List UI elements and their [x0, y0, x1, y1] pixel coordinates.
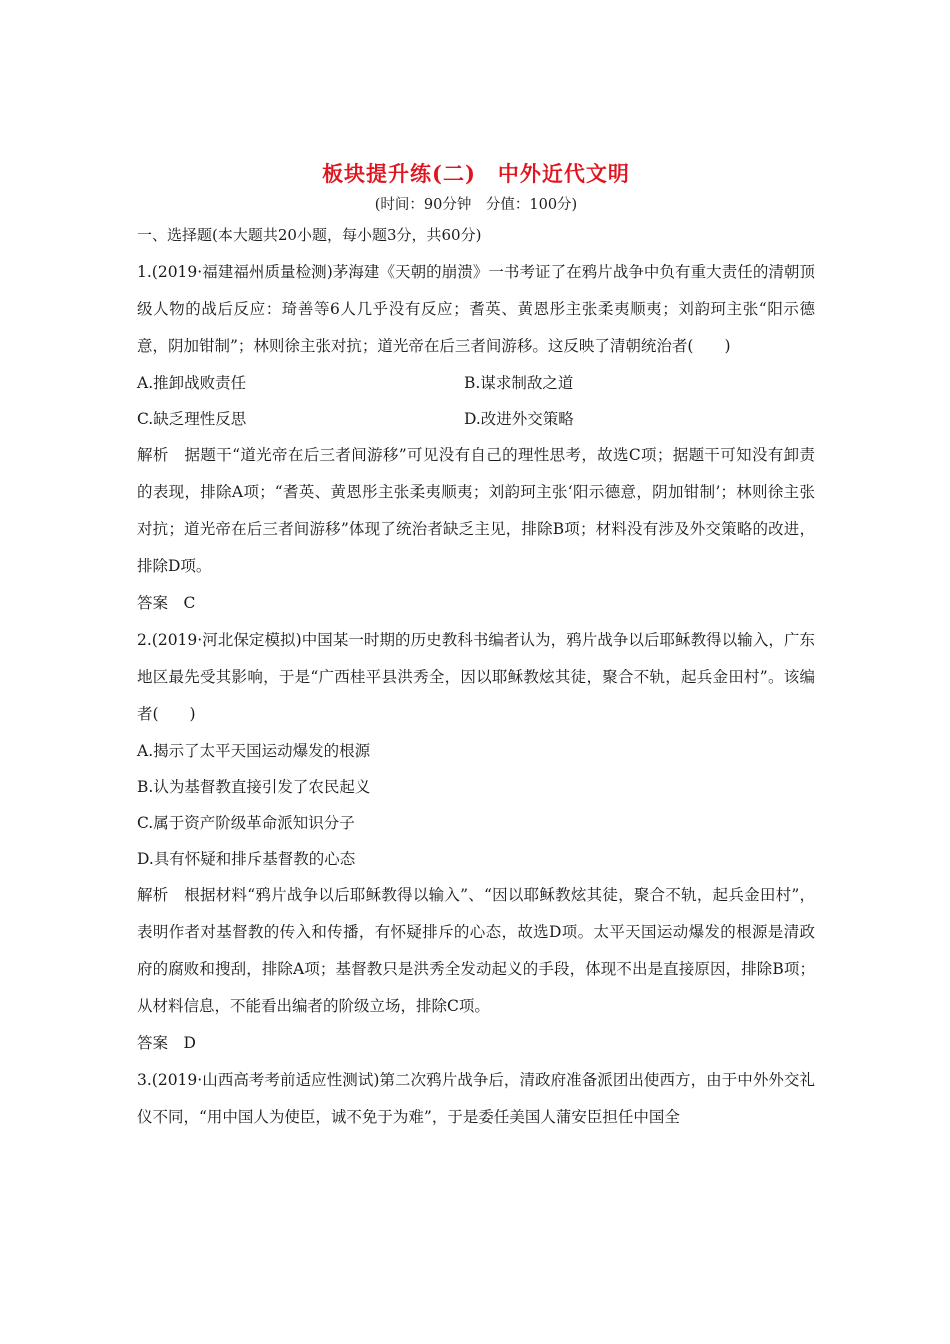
question-2-option-b: B.认为基督教直接引发了农民起义 [137, 778, 371, 796]
question-1-option-d: D.改进外交策略 [464, 410, 574, 428]
question-1-options-row-2 [137, 401, 815, 437]
question-2-option-a: A.揭示了太平天国运动爆发的根源 [137, 742, 371, 760]
section-heading: 一、选择题(本大题共20小题，每小题3分，共60分) [137, 226, 482, 244]
question-3-stem: 3.(2019·山西高考考前适应性测试)第二次鸦片战争后，清政府准备派团出使西方，由于中外外交礼仪不同，“用中国人为使臣，诚不免于为难”，于是委任美国人蒲安臣担任中国全 [137, 1071, 815, 1126]
document-title: 板块提升练(二) 中外近代文明 [322, 161, 630, 186]
question-2-answer: 答案 D [137, 1034, 196, 1052]
exam-info: (时间：90分钟 分值：100分) [374, 197, 578, 213]
question-2-option-d: D.具有怀疑和排斥基督教的心态 [137, 850, 356, 868]
question-1-option-a: A.推卸战败责任 [137, 374, 247, 392]
question-1-answer: 答案 C [137, 594, 196, 612]
question-1-stem: 1.(2019·福建福州质量检测)茅海建《天朝的崩溃》一书考证了在鸦片战争中负有重大责任的清朝顶级人物的战后反应：琦善等6人几乎没有反应；耆英、黄恩彤主张柔夷顺夷；刘韵珂主张“阳示德意，阴加钳制”；林则徐主张对抗；道光帝在后三者间游移。这反映了清朝统治者( ) [137, 263, 815, 355]
question-2-option-c: C.属于资产阶级革命派知识分子 [137, 814, 355, 832]
question-2-analysis: 解析 根据材料“鸦片战争以后耶稣教得以输入”、“因以耶稣教炫其徒，聚合不轨，起兵金田村”，表明作者对基督教的传入和传播，有怀疑排斥的心态，故选D项。太平天国运动爆发的根源是清政府的腐败和搜刮，排除A项；基督教只是洪秀全发动起义的手段，体现不出是直接原因，排除B项；从材料信息，不能看出编者的阶级立场，排除C项。 [137, 886, 815, 1015]
question-2-stem: 2.(2019·河北保定模拟)中国某一时期的历史教科书编者认为，鸦片战争以后耶稣教得以输入，广东地区最先受其影响，于是“广西桂平县洪秀全，因以耶稣教炫其徒，聚合不轨，起兵金田村”。该编者( ) [137, 631, 815, 723]
document-content [137, 158, 815, 1136]
question-1-option-c: C.缺乏理性反思 [137, 410, 247, 428]
question-1-option-b: B.谋求制敌之道 [464, 374, 574, 392]
question-1-analysis: 解析 据题干“道光帝在后三者间游移”可见没有自己的理性思考，故选C项；据题干可知没有卸责的表现，排除A项；“耆英、黄恩彤主张柔夷顺夷；刘韵珂主张‘阳示德意，阴加钳制’；林则徐主张对抗；道光帝在后三者间游移”体现了统治者缺乏主见，排除B项；材料没有涉及外交策略的改进，排除D项。 [137, 446, 815, 575]
question-1-options-row-1 [137, 365, 815, 401]
